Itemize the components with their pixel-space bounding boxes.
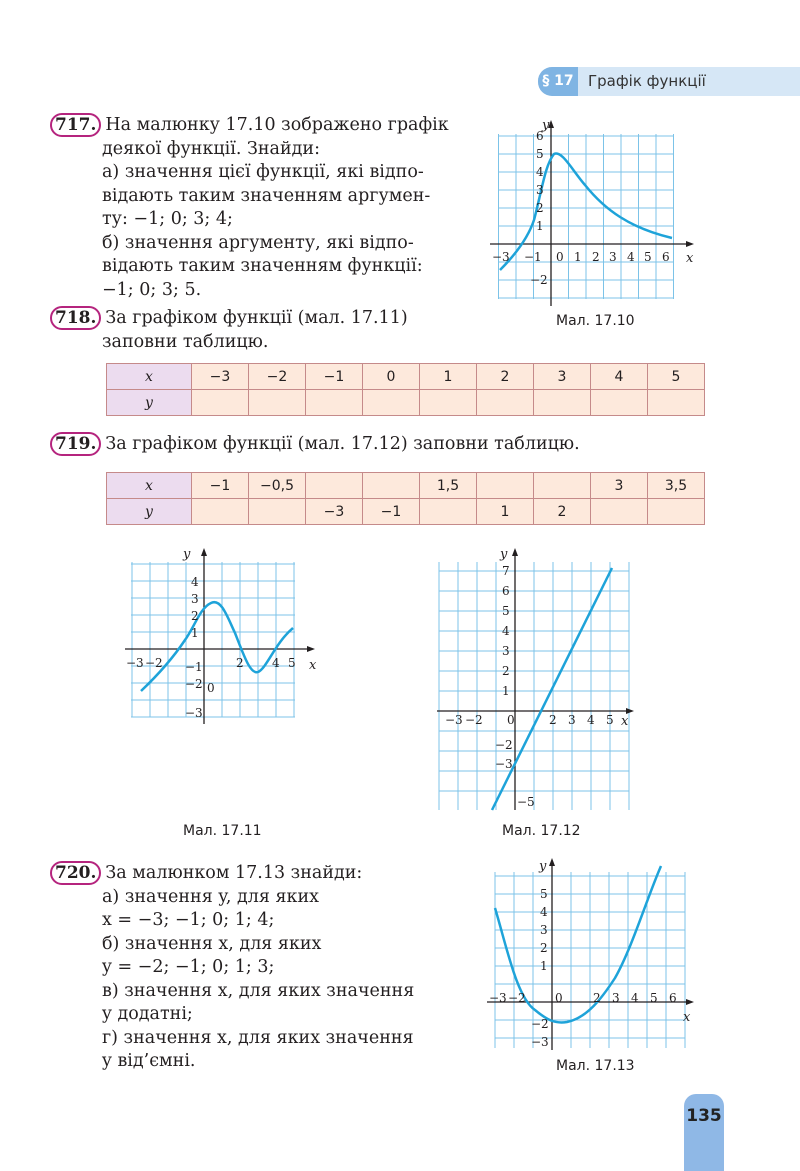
axis-label-y: y <box>183 547 191 562</box>
tick-label: 0 <box>207 681 215 695</box>
tick-label: 3 <box>540 923 548 937</box>
table-cell-empty[interactable] <box>192 390 249 416</box>
task-line: На малюнку 17.10 зображено графік <box>105 115 449 135</box>
tick-label: 3 <box>191 592 199 606</box>
figure-caption: Мал. 17.12 <box>502 823 581 839</box>
table-cell: 1 <box>420 364 477 390</box>
table-cell: −1 <box>192 473 249 499</box>
tick-label: 2 <box>549 713 557 727</box>
tick-label: −3 <box>445 713 463 727</box>
axis-label-y: y <box>539 859 547 874</box>
task-line: За графіком функції (мал. 17.11) <box>105 308 408 328</box>
tick-label: 0 <box>555 991 563 1005</box>
table-cell: −0,5 <box>249 473 306 499</box>
table-cell: 1,5 <box>420 473 477 499</box>
tick-label: 2 <box>191 609 199 623</box>
figure-caption: Мал. 17.11 <box>183 823 262 839</box>
tick-label: −3 <box>126 656 144 670</box>
tick-label: 1 <box>536 219 544 233</box>
tick-label: 4 <box>627 250 635 264</box>
table-cell: 0 <box>363 364 420 390</box>
tick-label: 6 <box>662 250 670 264</box>
table-cell[interactable] <box>648 499 705 525</box>
task-line: x = −3; −1; 0; 1; 4; <box>102 910 275 930</box>
tick-label: 2 <box>502 664 510 678</box>
table-cell: −3 <box>192 364 249 390</box>
task-line: За графіком функції (мал. 17.12) заповни таблицю. <box>105 434 580 454</box>
tick-label: 2 <box>540 941 548 955</box>
axis-label-x: x <box>683 1010 691 1025</box>
table-cell: 5 <box>648 364 705 390</box>
table-cell: 3 <box>591 473 648 499</box>
tick-label: 1 <box>502 684 510 698</box>
table-cell: 1 <box>477 499 534 525</box>
table-cell-empty[interactable] <box>306 390 363 416</box>
tick-label: 4 <box>502 624 510 638</box>
task-line: y додатні; <box>102 1004 193 1024</box>
figure-17-13 <box>487 858 697 1053</box>
tick-label: 2 <box>593 991 601 1005</box>
task-718 <box>50 306 464 354</box>
table-cell[interactable] <box>534 473 591 499</box>
table-cell-empty[interactable] <box>648 390 705 416</box>
task-line: ту: −1; 0; 3; 4; <box>102 209 233 229</box>
tick-label: 4 <box>540 905 548 919</box>
table-cell: −2 <box>249 364 306 390</box>
task-line: y від’ємні. <box>102 1051 196 1071</box>
table-718 <box>106 363 705 416</box>
table-cell[interactable] <box>591 499 648 525</box>
tick-label: 5 <box>540 887 548 901</box>
task-line: −1; 0; 3; 5. <box>102 279 202 300</box>
tick-label: −5 <box>517 795 535 809</box>
figure-caption: Мал. 17.10 <box>556 313 635 329</box>
tick-label: 1 <box>191 626 199 640</box>
task-number: 720. <box>50 861 101 885</box>
table-cell: −1 <box>363 499 420 525</box>
table-cell[interactable] <box>249 499 306 525</box>
task-line: відають таким значенням функції: <box>102 256 423 276</box>
tick-label: 1 <box>540 959 548 973</box>
tick-label: 5 <box>650 991 658 1005</box>
task-719 <box>50 432 750 457</box>
table-cell: 2 <box>534 499 591 525</box>
page-number: 135 <box>684 1094 724 1171</box>
tick-label: 5 <box>606 713 614 727</box>
task-line: відають таким значенням аргумен- <box>102 185 431 206</box>
tick-label: 4 <box>587 713 595 727</box>
tick-label: −2 <box>531 1017 549 1031</box>
table-header-x: x <box>107 364 192 390</box>
tick-label: −3 <box>489 991 507 1005</box>
figure-17-10 <box>490 120 700 310</box>
tick-label: −3 <box>185 706 203 720</box>
table-cell-empty[interactable] <box>363 390 420 416</box>
task-line: г) значення x, для яких значення <box>102 1027 414 1048</box>
tick-label: 5 <box>644 250 652 264</box>
task-line: б) значення x, для яких <box>102 933 322 954</box>
task-line: заповни таблицю. <box>102 331 269 352</box>
table-cell: −1 <box>306 364 363 390</box>
tick-label: 5 <box>502 604 510 618</box>
axis-label-y: y <box>500 547 508 562</box>
table-cell-empty[interactable] <box>534 390 591 416</box>
task-720 <box>50 861 464 1074</box>
task-line: За малюнком 17.13 знайди: <box>105 863 363 883</box>
tick-label: 3 <box>568 713 576 727</box>
table-cell-empty[interactable] <box>477 390 534 416</box>
task-number: 718. <box>50 306 101 330</box>
tick-label: −2 <box>508 991 526 1005</box>
tick-label: −2 <box>145 656 163 670</box>
table-cell-empty[interactable] <box>249 390 306 416</box>
axis-label-x: x <box>686 251 694 266</box>
task-717 <box>50 113 464 302</box>
tick-label: 6 <box>536 129 544 143</box>
tick-label: −3 <box>531 1035 549 1049</box>
tick-label: 5 <box>288 656 296 670</box>
table-cell[interactable] <box>420 499 477 525</box>
table-cell[interactable] <box>192 499 249 525</box>
tick-label: 1 <box>574 250 582 264</box>
task-line: б) значення аргументу, які відпо- <box>102 232 414 253</box>
table-header-x: x <box>107 473 192 499</box>
tick-label: 4 <box>272 656 280 670</box>
tick-label: 2 <box>236 656 244 670</box>
tick-label: 4 <box>631 991 639 1005</box>
tick-label: −3 <box>492 250 510 264</box>
tick-label: −1 <box>185 660 203 674</box>
table-cell[interactable] <box>363 473 420 499</box>
tick-label: −2 <box>185 677 203 691</box>
figure-caption: Мал. 17.13 <box>556 1058 635 1074</box>
axis-label-x: x <box>621 714 629 729</box>
tick-label: 2 <box>536 201 544 215</box>
tick-label: 3 <box>609 250 617 264</box>
axis-label-x: x <box>309 658 317 673</box>
table-cell: 4 <box>591 364 648 390</box>
table-cell: 3 <box>534 364 591 390</box>
figure-17-11 <box>125 548 325 723</box>
tick-label: 4 <box>536 165 544 179</box>
table-cell[interactable] <box>306 473 363 499</box>
table-cell-empty[interactable] <box>420 390 477 416</box>
tick-label: 0 <box>556 250 564 264</box>
tick-label: −2 <box>495 738 513 752</box>
section-title: Графік функції <box>588 72 706 90</box>
table-header-y: y <box>107 499 192 525</box>
tick-label: 6 <box>502 584 510 598</box>
task-line: деякої функції. Знайди: <box>102 138 320 159</box>
tick-label: 0 <box>507 713 515 727</box>
tick-label: −1 <box>524 250 542 264</box>
figure-17-12 <box>437 548 647 810</box>
table-cell: −3 <box>306 499 363 525</box>
task-number: 717. <box>50 113 101 137</box>
section-header <box>538 67 800 96</box>
table-cell-empty[interactable] <box>591 390 648 416</box>
task-line: а) значення y, для яких <box>102 886 320 907</box>
tick-label: 5 <box>536 147 544 161</box>
tick-label: −3 <box>495 757 513 771</box>
table-header-y: y <box>107 390 192 416</box>
task-line: в) значення x, для яких значення <box>102 980 415 1001</box>
tick-label: −2 <box>530 273 548 287</box>
tick-label: 3 <box>612 991 620 1005</box>
tick-label: −2 <box>465 713 483 727</box>
task-line: y = −2; −1; 0; 1; 3; <box>102 957 275 977</box>
table-cell[interactable] <box>477 473 534 499</box>
table-cell: 3,5 <box>648 473 705 499</box>
tick-label: 7 <box>502 564 510 578</box>
task-number: 719. <box>50 432 101 456</box>
task-line: а) значення цієї функції, які відпо- <box>102 162 424 182</box>
section-badge: § 17 <box>538 67 578 96</box>
table-719 <box>106 472 705 525</box>
tick-label: 3 <box>502 644 510 658</box>
tick-label: 4 <box>191 575 199 589</box>
axis-label-y: y <box>542 118 550 133</box>
table-cell: 2 <box>477 364 534 390</box>
tick-label: 6 <box>669 991 677 1005</box>
tick-label: 2 <box>592 250 600 264</box>
tick-label: 3 <box>536 183 544 197</box>
